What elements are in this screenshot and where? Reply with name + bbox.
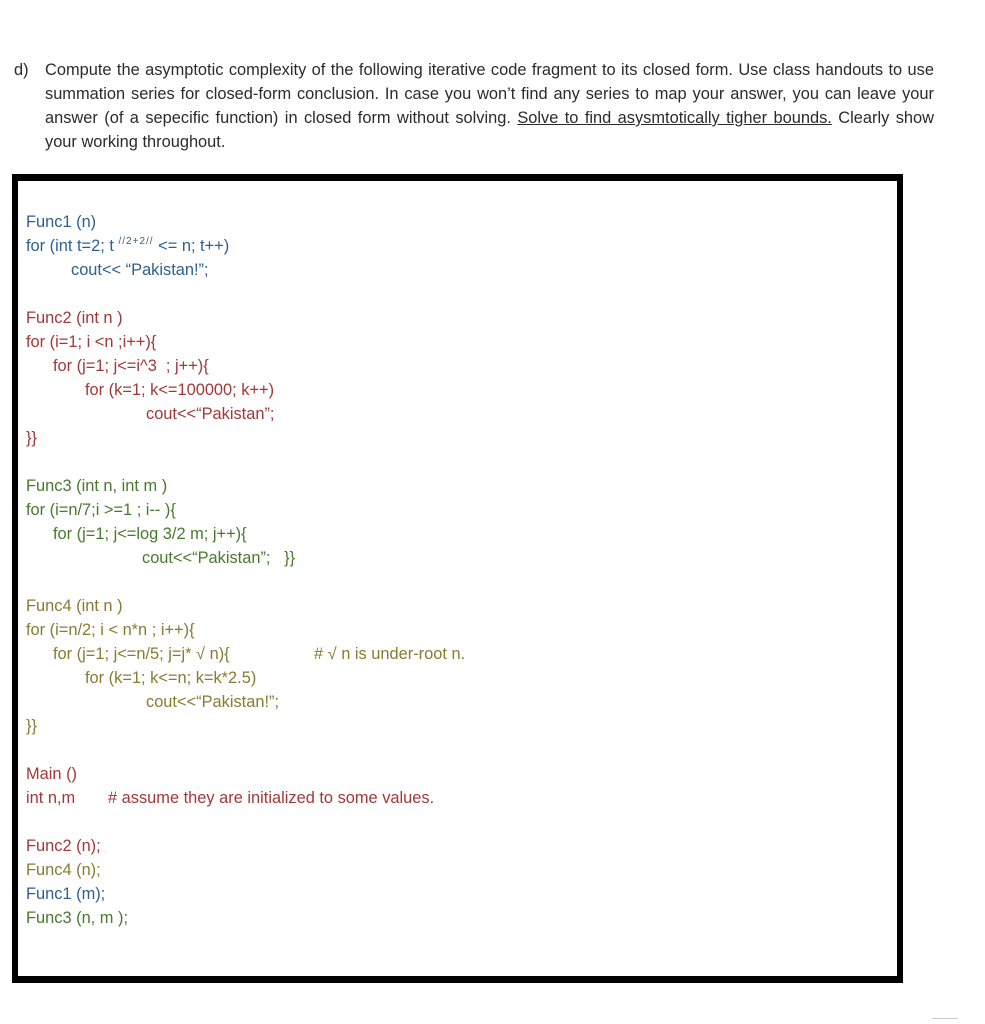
call-func2: Func2 (n); xyxy=(26,837,101,855)
func2-loop-k: for (k=1; k<=100000; k++) xyxy=(85,381,275,399)
code-box xyxy=(12,174,903,983)
question-text xyxy=(45,58,934,154)
func2-loop-j: for (j=1; j<=i^3 ; j++){ xyxy=(53,357,209,375)
func3-loop-j: for (j=1; j<=log 3/2 m; j++){ xyxy=(53,525,247,543)
func1-body: cout<< “Pakistan!”; xyxy=(71,261,209,279)
main-comment: # assume they are initialized to some values. xyxy=(108,789,435,807)
func1-loop xyxy=(26,235,229,260)
func3-body: cout<<“Pakistan”; }} xyxy=(142,549,296,567)
func4-loop-k: for (k=1; k<=n; k=k*2.5) xyxy=(85,669,257,687)
func4-loop-j: for (j=1; j<=n/5; j=j* √ n){ xyxy=(53,645,230,663)
question-end-text: Clearly show your working throughout. xyxy=(45,109,934,151)
func4-header: Func4 (int n ) xyxy=(26,597,123,615)
call-func1: Func1 (m); xyxy=(26,885,106,903)
func1-loop-start: for (int t=2; t xyxy=(26,237,114,255)
func4-body: cout<<“Pakistan!”; xyxy=(146,693,280,711)
main-decl: int n,m xyxy=(26,789,76,807)
func2-close: }} xyxy=(26,429,37,447)
call-func4: Func4 (n); xyxy=(26,861,101,879)
func1-exponent: //2+2// xyxy=(118,236,154,247)
page-corner-mark xyxy=(932,1018,958,1019)
func3-header: Func3 (int n, int m ) xyxy=(26,477,168,495)
func1-loop-end: <= n; t++) xyxy=(158,237,230,255)
func4-note: # √ n is under-root n. xyxy=(314,645,466,663)
question-underlined-text: Solve to find asysmtotically tigher bounds. xyxy=(517,109,832,127)
question-label: d) xyxy=(14,61,29,79)
question-main-text: Compute the asymptotic complexity of the following iterative code fragment to its closed form. Use class handouts to use summation series for closed-form conclusion. In case you won’t find any series to map your answer, you can leave your answer (of a sepecific function) in closed form without solving. xyxy=(45,61,934,127)
main-header: Main () xyxy=(26,765,77,783)
func2-header: Func2 (int n ) xyxy=(26,309,123,327)
func1-header: Func1 (n) xyxy=(26,213,97,231)
call-func3: Func3 (n, m ); xyxy=(26,909,129,927)
func4-loop-i: for (i=n/2; i < n*n ; i++){ xyxy=(26,621,195,639)
func2-loop-i: for (i=1; i <n ;i++){ xyxy=(26,333,157,351)
func2-body: cout<<“Pakistan”; xyxy=(146,405,275,423)
func3-loop-i: for (i=n/7;i >=1 ; i-- ){ xyxy=(26,501,176,519)
question-block xyxy=(14,58,934,154)
func4-close: }} xyxy=(26,717,37,735)
